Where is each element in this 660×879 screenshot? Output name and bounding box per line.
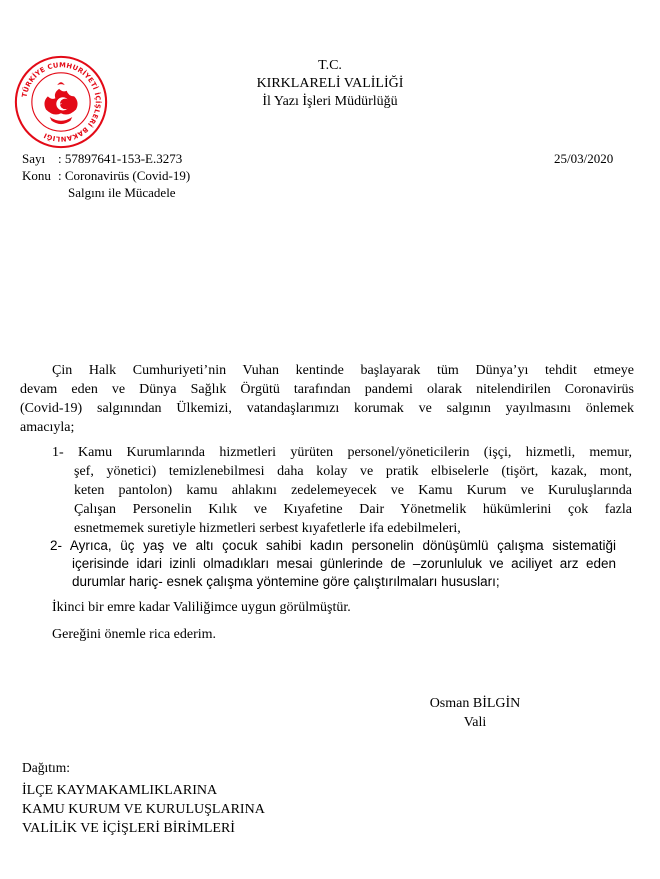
- item1-line: Çalışan Personelin Kılık ve Kıyafetine Dair Yönetmelik hükümlerini çok fazla: [74, 502, 632, 517]
- closing-sentence-1: İkinci bir emre kadar Valiliğimce uygun görülmüştür.: [52, 600, 351, 615]
- intro-line: Çin Halk Cumhuriyeti’nin Vuhan kentinde başlayarak tüm Dünya’yı tehdit etmeye: [52, 363, 634, 378]
- distribution-item: VALİLİK VE İÇİŞLERİ BİRİMLERİ: [22, 821, 235, 836]
- intro-line: amacıyla;: [20, 420, 75, 435]
- konu-value: : Coronavirüs (Covid-19): [58, 168, 191, 183]
- konu-label: Konu: [22, 168, 51, 183]
- header-tc: T.C.: [318, 58, 342, 73]
- sayi-value: : 57897641-153-E.3273: [58, 151, 183, 166]
- signatory-name: Osman BİLGİN: [429, 696, 521, 711]
- list-item-1: [40, 443, 632, 538]
- ministry-seal-logo: [14, 55, 108, 149]
- sayi-label: Sayı: [22, 151, 46, 166]
- seal-ring-text: TÜRKİYE CUMHURİYETİ İÇİŞLERİ BAKANLIĞI: [20, 61, 102, 143]
- signatory-title: Vali: [463, 715, 487, 730]
- distribution-item: KAMU KURUM VE KURULUŞLARINA: [22, 802, 265, 817]
- item2-line: 2- Ayrıca, üç yaş ve altı çocuk sahibi kadın personelin dönüşümlü çalışma sistematiği: [50, 538, 616, 553]
- intro-line: (Covid-19) salgınından Ülkemizi, vatandaşlarımızı korumak ve salgının yayılmasını önlemek: [20, 401, 634, 416]
- list-item-2: [50, 537, 616, 591]
- header-department: İl Yazı İşleri Müdürlüğü: [262, 94, 398, 109]
- item1-line: esnetmemek suretiyle hizmetleri serbest kıyafetlerle ifa edebilmeleri,: [74, 521, 461, 536]
- konu-value-line2: Salgını ile Mücadele: [68, 185, 176, 200]
- distribution-label: Dağıtım:: [22, 760, 70, 775]
- item1-line: şef, yönetici) temizlenebilmesi daha kolay ve pratik elbiselerle (tişört, kazak, mont,: [74, 464, 632, 479]
- intro-paragraph: [20, 361, 634, 437]
- distribution-item: İLÇE KAYMAKAMLIKLARINA: [22, 783, 218, 798]
- header-governorship: KIRKLARELİ VALİLİĞİ: [256, 76, 404, 91]
- intro-line: devam eden ve Dünya Sağlık Örgütü tarafından pandemi olarak nitelendirilen Coronavirüs: [20, 382, 634, 397]
- item2-line: içerisinde idari izinli olmadıkları mesai günlerinde de –zorunluluk ve aciliyet arz eden: [72, 556, 616, 571]
- closing-sentence-2: Gereğini önemle rica ederim.: [52, 627, 217, 642]
- item2-line: durumlar hariç- esnek çalışma yöntemine göre çalıştırılmaları hususları;: [72, 574, 500, 589]
- document-date: 25/03/2020: [554, 151, 614, 166]
- item1-line: 1- Kamu Kurumlarında hizmetleri yürüten personel/yöneticilerin (işçi, hizmetli, memur,: [52, 445, 632, 460]
- item1-line: keten pantolon) kamu ahlakını zedelemeyecek ve Kamu Kurum ve Kuruluşlarında: [74, 483, 632, 498]
